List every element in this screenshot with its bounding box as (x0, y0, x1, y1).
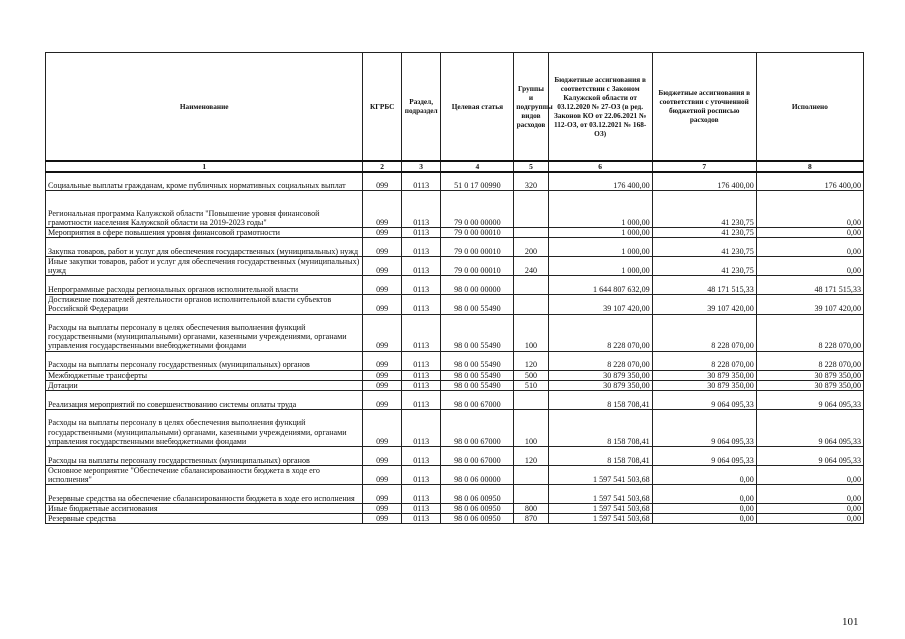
col-number: 7 (652, 161, 756, 172)
cell-kgrbs: 099 (363, 191, 402, 228)
col-number: 6 (548, 161, 652, 172)
header-name: Наименование (46, 53, 363, 161)
cell-law: 8 228 070,00 (548, 351, 652, 370)
cell-kgrbs: 099 (363, 390, 402, 409)
cell-statya: 98 0 06 00950 (441, 484, 514, 503)
cell-razdel: 0113 (401, 514, 441, 524)
cell-statya: 51 0 17 00990 (441, 172, 514, 191)
cell-vid (514, 390, 548, 409)
cell-refined: 41 230,75 (652, 238, 756, 257)
cell-razdel: 0113 (401, 503, 441, 513)
cell-name: Закупка товаров, работ и услуг для обеспечения государственных (муниципальных) нужд (46, 238, 363, 257)
cell-statya: 98 0 00 67000 (441, 409, 514, 446)
cell-vid (514, 276, 548, 295)
cell-kgrbs: 099 (363, 380, 402, 390)
cell-kgrbs: 099 (363, 276, 402, 295)
cell-name: Основное мероприятие "Обеспечение сбалансированности бюджета в ходе его исполнения" (46, 465, 363, 484)
cell-statya: 98 0 00 00000 (441, 276, 514, 295)
cell-statya: 98 0 06 00950 (441, 514, 514, 524)
cell-vid: 240 (514, 257, 548, 276)
cell-executed: 0,00 (756, 191, 863, 228)
cell-statya: 98 0 00 67000 (441, 446, 514, 465)
cell-law: 176 400,00 (548, 172, 652, 191)
table-row (46, 409, 864, 446)
cell-razdel: 0113 (401, 380, 441, 390)
table-row (46, 351, 864, 370)
cell-razdel: 0113 (401, 351, 441, 370)
cell-name: Мероприятия в сфере повышения уровня финансовой грамотности (46, 228, 363, 238)
cell-refined: 41 230,75 (652, 257, 756, 276)
cell-vid: 120 (514, 446, 548, 465)
cell-refined: 30 879 350,00 (652, 380, 756, 390)
cell-refined: 0,00 (652, 465, 756, 484)
cell-vid: 320 (514, 172, 548, 191)
table-row (46, 295, 864, 314)
cell-executed: 0,00 (756, 484, 863, 503)
cell-name: Межбюджетные трансферты (46, 370, 363, 380)
cell-law: 1 644 807 632,09 (548, 276, 652, 295)
cell-executed: 0,00 (756, 238, 863, 257)
cell-executed: 0,00 (756, 257, 863, 276)
cell-kgrbs: 099 (363, 370, 402, 380)
cell-refined: 41 230,75 (652, 191, 756, 228)
cell-vid: 500 (514, 370, 548, 380)
col-number: 2 (363, 161, 402, 172)
cell-law: 1 597 541 503,68 (548, 484, 652, 503)
cell-refined: 39 107 420,00 (652, 295, 756, 314)
cell-statya: 98 0 00 55490 (441, 351, 514, 370)
cell-vid: 510 (514, 380, 548, 390)
cell-kgrbs: 099 (363, 503, 402, 513)
table-row (46, 390, 864, 409)
cell-refined: 8 228 070,00 (652, 351, 756, 370)
cell-name: Расходы на выплаты персоналу государственных (муниципальных) органов (46, 351, 363, 370)
cell-razdel: 0113 (401, 257, 441, 276)
cell-law: 1 597 541 503,68 (548, 503, 652, 513)
cell-statya: 98 0 06 00000 (441, 465, 514, 484)
header-razdel: Раздел, подраздел (401, 53, 441, 161)
cell-razdel: 0113 (401, 465, 441, 484)
cell-executed: 8 228 070,00 (756, 314, 863, 351)
cell-kgrbs: 099 (363, 446, 402, 465)
budget-table-sheet (45, 52, 864, 524)
cell-statya: 98 0 00 55490 (441, 370, 514, 380)
cell-refined: 0,00 (652, 514, 756, 524)
cell-statya: 79 0 00 00010 (441, 228, 514, 238)
cell-executed: 9 064 095,33 (756, 409, 863, 446)
cell-law: 1 597 541 503,68 (548, 465, 652, 484)
table-row (46, 276, 864, 295)
cell-vid: 200 (514, 238, 548, 257)
cell-razdel: 0113 (401, 276, 441, 295)
cell-name: Расходы на выплаты персоналу в целях обеспечения выполнения функций государственными (муниципальными) органами, казенными учреждениями, органами управления государственными внебюджетными фондами (46, 314, 363, 351)
cell-law: 8 158 708,41 (548, 446, 652, 465)
cell-name: Иные закупки товаров, работ и услуг для обеспечения государственных (муниципальных) нужд (46, 257, 363, 276)
cell-razdel: 0113 (401, 238, 441, 257)
cell-law: 1 000,00 (548, 238, 652, 257)
page-number: 101 (842, 616, 859, 628)
header-executed: Исполнено (756, 53, 863, 161)
cell-name: Резервные средства (46, 514, 363, 524)
cell-executed: 8 228 070,00 (756, 351, 863, 370)
cell-razdel: 0113 (401, 295, 441, 314)
cell-vid: 100 (514, 314, 548, 351)
cell-kgrbs: 099 (363, 484, 402, 503)
cell-refined: 0,00 (652, 484, 756, 503)
cell-kgrbs: 099 (363, 514, 402, 524)
cell-vid: 100 (514, 409, 548, 446)
cell-executed: 39 107 420,00 (756, 295, 863, 314)
header-kgrbs: КГРБС (363, 53, 402, 161)
cell-executed: 48 171 515,33 (756, 276, 863, 295)
cell-name: Резервные средства на обеспечение сбалансированности бюджета в ходе его исполнения (46, 484, 363, 503)
table-row (46, 380, 864, 390)
cell-razdel: 0113 (401, 484, 441, 503)
cell-refined: 9 064 095,33 (652, 390, 756, 409)
cell-law: 30 879 350,00 (548, 370, 652, 380)
header-gruppy: Группы и подгруппы видов расходов (514, 53, 548, 161)
cell-refined: 0,00 (652, 503, 756, 513)
cell-vid: 870 (514, 514, 548, 524)
header-row (46, 53, 864, 161)
cell-razdel: 0113 (401, 446, 441, 465)
cell-name: Расходы на выплаты персоналу в целях обеспечения выполнения функций государственными (муниципальными) органами, казенными учреждениями, органами управления государственными внебюджетными фондами (46, 409, 363, 446)
cell-kgrbs: 099 (363, 351, 402, 370)
cell-kgrbs: 099 (363, 465, 402, 484)
cell-executed: 30 879 350,00 (756, 370, 863, 380)
cell-law: 1 597 541 503,68 (548, 514, 652, 524)
cell-vid: 120 (514, 351, 548, 370)
col-number: 4 (441, 161, 514, 172)
cell-law: 39 107 420,00 (548, 295, 652, 314)
cell-name: Дотации (46, 380, 363, 390)
cell-law: 8 158 708,41 (548, 409, 652, 446)
cell-refined: 48 171 515,33 (652, 276, 756, 295)
cell-razdel: 0113 (401, 314, 441, 351)
table-row (46, 314, 864, 351)
cell-executed: 176 400,00 (756, 172, 863, 191)
cell-razdel: 0113 (401, 409, 441, 446)
cell-law: 1 000,00 (548, 228, 652, 238)
cell-kgrbs: 099 (363, 257, 402, 276)
col-number: 3 (401, 161, 441, 172)
col-number: 8 (756, 161, 863, 172)
cell-executed: 0,00 (756, 465, 863, 484)
cell-executed: 0,00 (756, 503, 863, 513)
table-row (46, 191, 864, 228)
cell-statya: 98 0 00 55490 (441, 295, 514, 314)
cell-law: 30 879 350,00 (548, 380, 652, 390)
table-row (46, 238, 864, 257)
table-row (46, 465, 864, 484)
cell-refined: 176 400,00 (652, 172, 756, 191)
column-number-row (46, 161, 864, 172)
cell-statya: 98 0 06 00950 (441, 503, 514, 513)
table-row (46, 172, 864, 191)
table-row (46, 446, 864, 465)
cell-razdel: 0113 (401, 370, 441, 380)
cell-razdel: 0113 (401, 228, 441, 238)
table-row (46, 370, 864, 380)
cell-razdel: 0113 (401, 172, 441, 191)
cell-executed: 0,00 (756, 514, 863, 524)
cell-statya: 79 0 00 00010 (441, 257, 514, 276)
cell-refined: 8 228 070,00 (652, 314, 756, 351)
cell-statya: 79 0 00 00000 (441, 191, 514, 228)
cell-executed: 9 064 095,33 (756, 390, 863, 409)
cell-statya: 98 0 00 55490 (441, 314, 514, 351)
budget-table (45, 52, 864, 524)
cell-executed: 9 064 095,33 (756, 446, 863, 465)
table-row (46, 484, 864, 503)
cell-kgrbs: 099 (363, 228, 402, 238)
cell-refined: 30 879 350,00 (652, 370, 756, 380)
cell-razdel: 0113 (401, 191, 441, 228)
cell-vid: 800 (514, 503, 548, 513)
cell-name: Региональная программа Калужской области "Повышение уровня финансовой грамотности населения Калужской области на 2019-2023 годы" (46, 191, 363, 228)
cell-refined: 41 230,75 (652, 228, 756, 238)
cell-name: Достижение показателей деятельности органов исполнительной власти субъектов Российской Федерации (46, 295, 363, 314)
cell-law: 1 000,00 (548, 257, 652, 276)
cell-vid (514, 484, 548, 503)
cell-refined: 9 064 095,33 (652, 446, 756, 465)
cell-name: Реализация мероприятий по совершенствованию системы оплаты труда (46, 390, 363, 409)
cell-name: Социальные выплаты гражданам, кроме публичных нормативных социальных выплат (46, 172, 363, 191)
cell-vid (514, 295, 548, 314)
table-row (46, 503, 864, 513)
cell-name: Иные бюджетные ассигнования (46, 503, 363, 513)
table-row (46, 228, 864, 238)
cell-vid (514, 191, 548, 228)
cell-name: Непрограммные расходы региональных органов исполнительной власти (46, 276, 363, 295)
cell-kgrbs: 099 (363, 238, 402, 257)
header-assign-law: Бюджетные ассигнования в соответствии с Законом Калужской области от 03.12.2020 № 27-ОЗ (в ред. Законов КО от 22.06.2021 № 112-ОЗ, от 03.12.2021 № 168-ОЗ) (548, 53, 652, 161)
col-number: 5 (514, 161, 548, 172)
cell-executed: 0,00 (756, 228, 863, 238)
header-assign-refined: Бюджетные ассигнования в соответствии с уточненной бюджетной росписью расходов (652, 53, 756, 161)
cell-refined: 9 064 095,33 (652, 409, 756, 446)
col-number: 1 (46, 161, 363, 172)
cell-statya: 98 0 00 55490 (441, 380, 514, 390)
cell-vid (514, 465, 548, 484)
cell-executed: 30 879 350,00 (756, 380, 863, 390)
cell-law: 8 228 070,00 (548, 314, 652, 351)
cell-kgrbs: 099 (363, 314, 402, 351)
header-statya: Целевая статья (441, 53, 514, 161)
cell-kgrbs: 099 (363, 295, 402, 314)
table-row (46, 257, 864, 276)
cell-law: 8 158 708,41 (548, 390, 652, 409)
cell-vid (514, 228, 548, 238)
cell-statya: 98 0 00 67000 (441, 390, 514, 409)
cell-law: 1 000,00 (548, 191, 652, 228)
table-row (46, 514, 864, 524)
cell-statya: 79 0 00 00010 (441, 238, 514, 257)
cell-name: Расходы на выплаты персоналу государственных (муниципальных) органов (46, 446, 363, 465)
cell-kgrbs: 099 (363, 172, 402, 191)
cell-kgrbs: 099 (363, 409, 402, 446)
cell-razdel: 0113 (401, 390, 441, 409)
